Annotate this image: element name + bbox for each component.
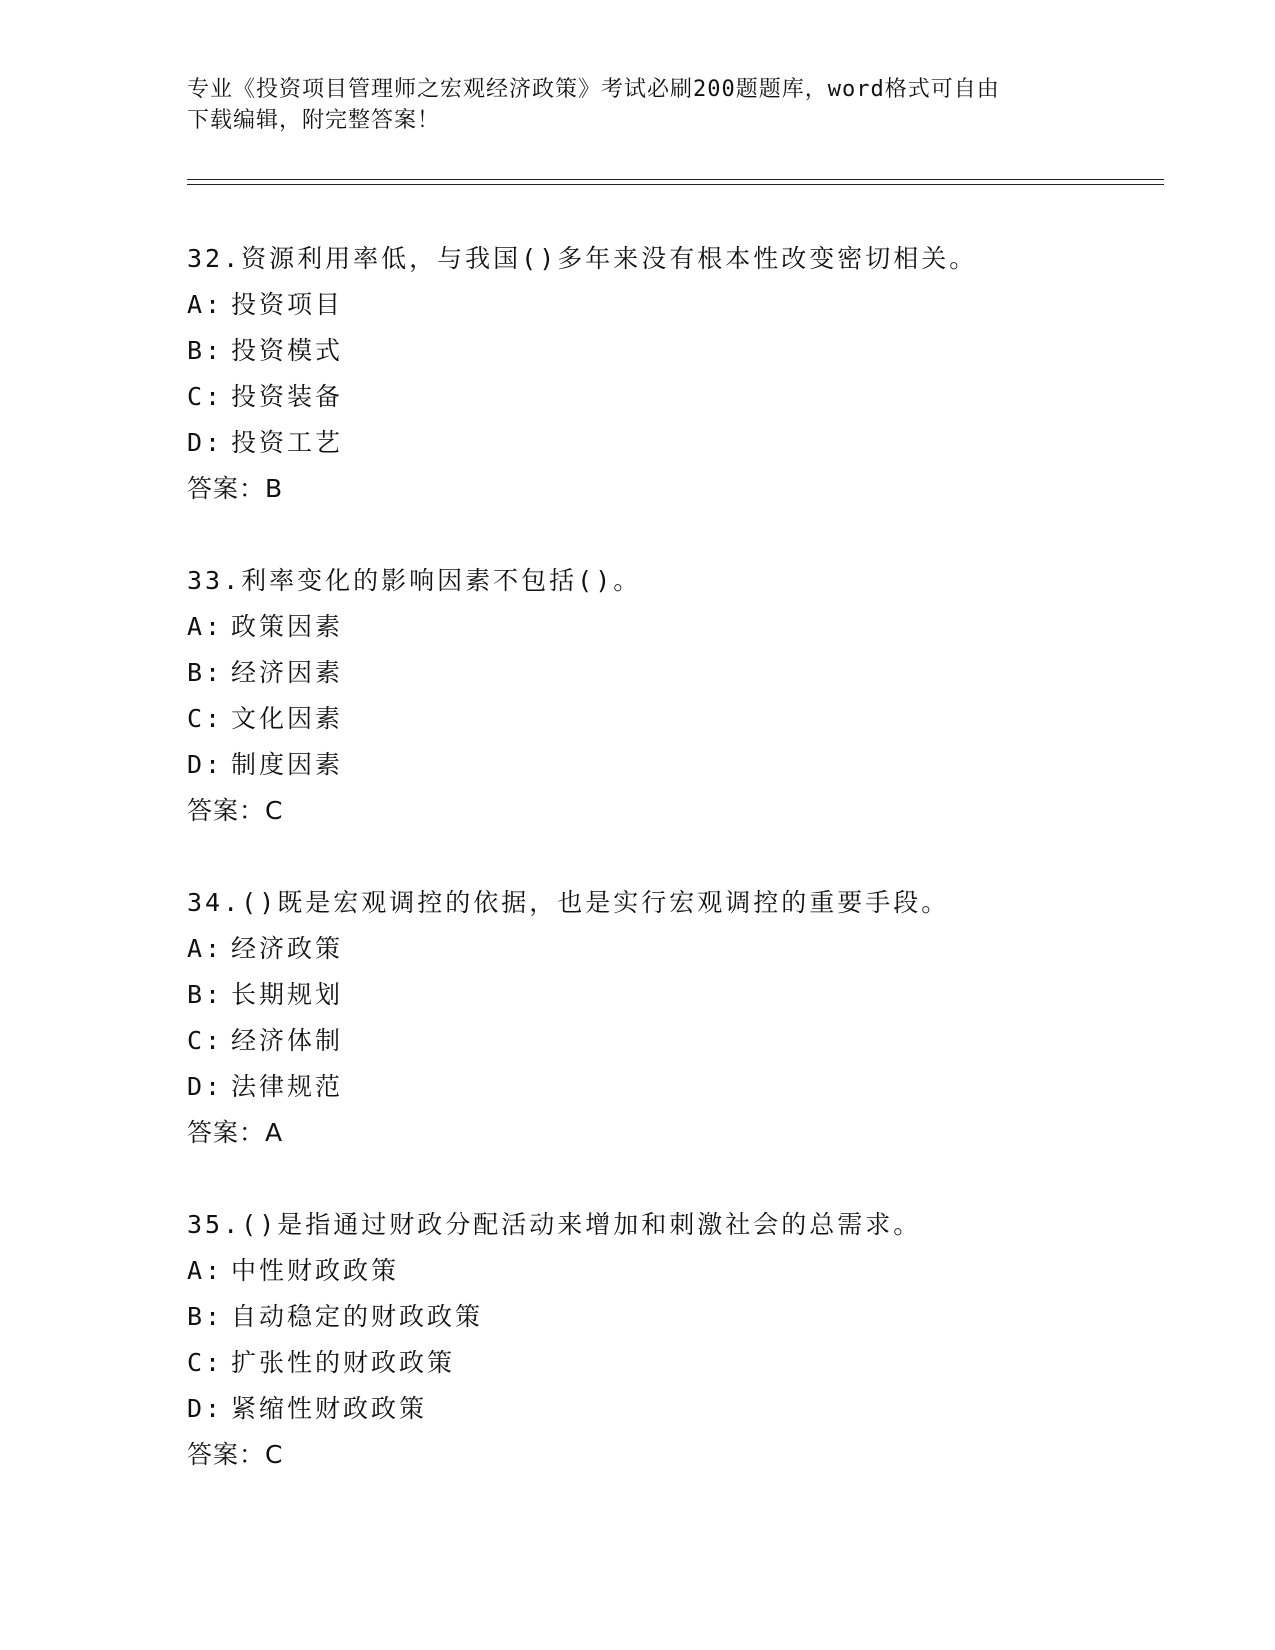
answer-line: 答案：A	[187, 1118, 284, 1147]
option-a	[187, 604, 1167, 650]
option-key: D:	[187, 750, 224, 779]
option-a	[187, 1248, 1167, 1294]
option-key: D:	[187, 1394, 224, 1423]
option-key: C:	[187, 382, 224, 411]
answer-line: 答案：B	[187, 474, 284, 503]
option-text: 政策因素	[231, 612, 344, 641]
header-divider-top	[187, 179, 1164, 180]
option-a	[187, 926, 1167, 972]
option-d	[187, 742, 1167, 788]
option-text: 投资装备	[231, 382, 344, 411]
option-text: 经济政策	[231, 934, 344, 963]
option-d	[187, 1064, 1167, 1110]
option-key: D:	[187, 1072, 224, 1101]
option-key: A:	[187, 290, 224, 319]
option-key: B:	[187, 658, 224, 687]
option-b	[187, 972, 1167, 1018]
option-d	[187, 420, 1167, 466]
option-b	[187, 328, 1167, 374]
question-stem: 32.资源利用率低，与我国()多年来没有根本性改变密切相关。	[187, 244, 978, 273]
answer-line: 答案：C	[187, 796, 284, 825]
option-key: A:	[187, 612, 224, 641]
option-key: A:	[187, 1256, 224, 1285]
option-text: 经济体制	[231, 1026, 344, 1055]
option-c	[187, 374, 1167, 420]
option-text: 法律规范	[231, 1072, 344, 1101]
option-key: B:	[187, 980, 224, 1009]
answer-line: 答案：C	[187, 1440, 284, 1469]
option-c	[187, 1018, 1167, 1064]
option-text: 自动稳定的财政政策	[231, 1302, 484, 1331]
option-key: C:	[187, 1026, 224, 1055]
question-block	[187, 1202, 1167, 1478]
header-line-2: 下载编辑，附完整答案！	[187, 108, 441, 133]
option-key: B:	[187, 1302, 224, 1331]
option-text: 紧缩性财政政策	[231, 1394, 428, 1423]
question-stem: 35.()是指通过财政分配活动来增加和刺激社会的总需求。	[187, 1210, 922, 1239]
question-stem: 33.利率变化的影响因素不包括()。	[187, 566, 642, 595]
document-header	[187, 74, 1087, 136]
option-key: A:	[187, 934, 224, 963]
option-c	[187, 696, 1167, 742]
option-text: 经济因素	[231, 658, 344, 687]
option-text: 投资模式	[231, 336, 344, 365]
option-d	[187, 1386, 1167, 1432]
option-text: 制度因素	[231, 750, 344, 779]
option-c	[187, 1340, 1167, 1386]
option-text: 长期规划	[231, 980, 344, 1009]
option-text: 扩张性的财政政策	[231, 1348, 456, 1377]
question-block	[187, 880, 1167, 1156]
option-key: C:	[187, 1348, 224, 1377]
header-line-1: 专业《投资项目管理师之宏观经济政策》考试必刷200题题库，word格式可自由	[187, 77, 1000, 102]
option-text: 投资工艺	[231, 428, 344, 457]
option-key: D:	[187, 428, 224, 457]
question-stem: 34.()既是宏观调控的依据，也是实行宏观调控的重要手段。	[187, 888, 950, 917]
option-b	[187, 1294, 1167, 1340]
question-block	[187, 558, 1167, 834]
option-key: C:	[187, 704, 224, 733]
option-a	[187, 282, 1167, 328]
option-text: 中性财政政策	[231, 1256, 400, 1285]
option-key: B:	[187, 336, 224, 365]
option-b	[187, 650, 1167, 696]
option-text: 文化因素	[231, 704, 344, 733]
question-block	[187, 236, 1167, 512]
header-divider-bottom	[187, 184, 1164, 185]
option-text: 投资项目	[231, 290, 344, 319]
